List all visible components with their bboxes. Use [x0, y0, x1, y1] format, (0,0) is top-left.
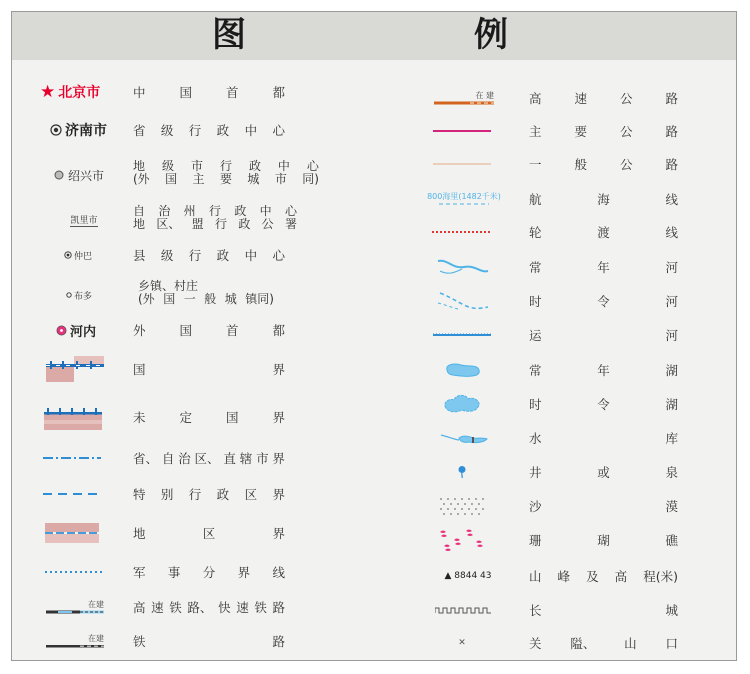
general-road-label: 一 般 公 路	[529, 157, 678, 172]
reservoir-label: 水 库	[529, 431, 678, 446]
perennial-lake-symbol	[440, 355, 484, 385]
legend-title-char-2: 例	[474, 15, 508, 55]
legend-row-canal	[12, 320, 737, 350]
well-spring-icon	[457, 465, 467, 479]
ferry-symbol	[430, 217, 494, 247]
sea-route-label: 航 海 线	[529, 192, 678, 207]
legend-frame	[11, 11, 737, 661]
ferry-label: 轮 渡 线	[529, 225, 678, 240]
national-border-label: 国 界	[133, 362, 285, 377]
sea-route-symbol	[416, 184, 512, 214]
town-name: 布多	[74, 291, 93, 302]
pass-symbol	[452, 628, 472, 658]
region-border-label: 地 区 界	[133, 526, 285, 541]
reservoir-icon	[439, 429, 489, 447]
main-road-symbol	[430, 116, 494, 146]
legend-row-well-spring	[12, 457, 737, 487]
coral-reef-icon	[436, 528, 488, 552]
ferry-line-icon	[432, 230, 492, 234]
well-spring-label: 井 或 泉	[529, 465, 678, 480]
canal-symbol	[430, 320, 494, 350]
legend-row-seasonal-lake	[12, 389, 737, 419]
undetermined-border-label: 未 定 国 界	[133, 410, 285, 425]
legend-row-perennial-lake	[12, 355, 737, 385]
legend-row-expressway	[12, 83, 737, 113]
military-line-label: 军 事 分 界 线	[133, 565, 285, 580]
main-road-line-icon	[433, 129, 491, 133]
pass-icon: ✕	[458, 638, 466, 648]
general-road-symbol	[430, 149, 494, 179]
seasonal-lake-label: 时 令 湖	[529, 397, 678, 412]
legend-row-great-wall	[12, 595, 737, 625]
legend-row-perennial-river	[12, 252, 737, 282]
coral-reef-symbol	[432, 525, 492, 555]
capital-label: 中 国 首 都	[133, 85, 285, 100]
canal-line-icon	[433, 332, 491, 338]
seasonal-river-icon	[434, 289, 490, 313]
autonomous-name: 凯里市	[70, 213, 97, 227]
legend-row-ferry	[12, 217, 737, 247]
prefecture-label: 地 级 市 行 政 中 心 (外 国 主 要 城 市 同)	[133, 159, 319, 186]
well-spring-symbol	[452, 457, 472, 487]
desert-dots-icon	[438, 496, 486, 516]
great-wall-symbol	[432, 595, 494, 625]
seasonal-river-label: 时 令 河	[529, 294, 678, 309]
legend-row-desert	[12, 491, 737, 521]
legend-title-char-1: 图	[212, 15, 246, 55]
seasonal-lake-icon	[442, 394, 482, 414]
legend-row-main-road	[12, 116, 737, 146]
foreign-capital-label: 外 国 首 都	[133, 323, 285, 338]
main-road-label: 主 要 公 路	[529, 124, 678, 139]
legend-row-coral-reef	[12, 525, 737, 555]
reservoir-symbol	[436, 423, 492, 453]
desert-label: 沙 漠	[529, 499, 678, 514]
general-road-line-icon	[433, 162, 491, 166]
autonomous-label: 自 治 州 行 政 中 心 地 区、 盟 行 政 公 署	[133, 204, 297, 231]
seasonal-river-symbol	[432, 286, 492, 316]
expressway-label: 高 速 公 路	[529, 91, 678, 106]
foreign-capital-name: 河内	[70, 324, 97, 340]
red-star-icon: ★	[40, 82, 56, 102]
capital-name: 北京市	[58, 85, 101, 101]
county-name: 仲巴	[74, 251, 93, 262]
coral-reef-label: 珊 瑚 礁	[529, 533, 678, 548]
perennial-river-label: 常 年 河	[529, 260, 678, 275]
peak-elevation: ▲ 8844 43	[444, 571, 492, 581]
perennial-lake-icon	[443, 361, 481, 379]
legend-row-sea-route	[12, 184, 737, 214]
perennial-lake-label: 常 年 湖	[529, 363, 678, 378]
county-label: 县 级 行 政 中 心	[133, 248, 285, 263]
desert-symbol	[432, 491, 492, 521]
pass-label: 关 隘、 山 口	[529, 636, 678, 651]
expressway-icon	[434, 100, 494, 106]
prefecture-name: 绍兴市	[68, 168, 105, 183]
sea-route-distance: 800海里(1482千米)	[427, 192, 501, 201]
perennial-river-icon	[434, 255, 490, 279]
sar-border-label: 特 别 行 政 区 界	[133, 487, 285, 502]
railway-label: 铁 路	[133, 634, 285, 649]
perennial-river-symbol	[432, 252, 492, 282]
great-wall-icon	[435, 605, 491, 615]
seasonal-lake-symbol	[440, 389, 484, 419]
town-label: 乡镇、村庄 (外 国 一 般 城 镇同)	[138, 279, 274, 306]
province-capital-label: 省 级 行 政 中 心	[133, 123, 285, 138]
legend-row-general-road	[12, 149, 737, 179]
legend-row-peak	[12, 561, 737, 591]
highspeed-rail-label: 高 速 铁 路、 快 速 铁 路	[133, 600, 285, 615]
peak-symbol	[436, 561, 500, 591]
expressway-note: 在 建	[475, 90, 494, 100]
legend-row-reservoir	[12, 423, 737, 453]
province-capital-name: 济南市	[65, 123, 107, 139]
province-border-label: 省、 自 治 区、 直 辖 市 界	[133, 451, 285, 466]
sea-route-line-icon	[439, 202, 489, 206]
expressway-symbol	[430, 83, 494, 113]
canal-label: 运 河	[529, 328, 678, 343]
railway-note: 在建	[88, 633, 104, 643]
legend-row-pass	[12, 628, 737, 658]
legend-title-bar	[12, 12, 736, 60]
great-wall-label: 长 城	[529, 603, 678, 618]
legend-row-seasonal-river	[12, 286, 737, 316]
peak-label: 山 峰 及 高 程(米)	[529, 569, 678, 584]
highspeed-rail-note: 在建	[88, 599, 104, 609]
